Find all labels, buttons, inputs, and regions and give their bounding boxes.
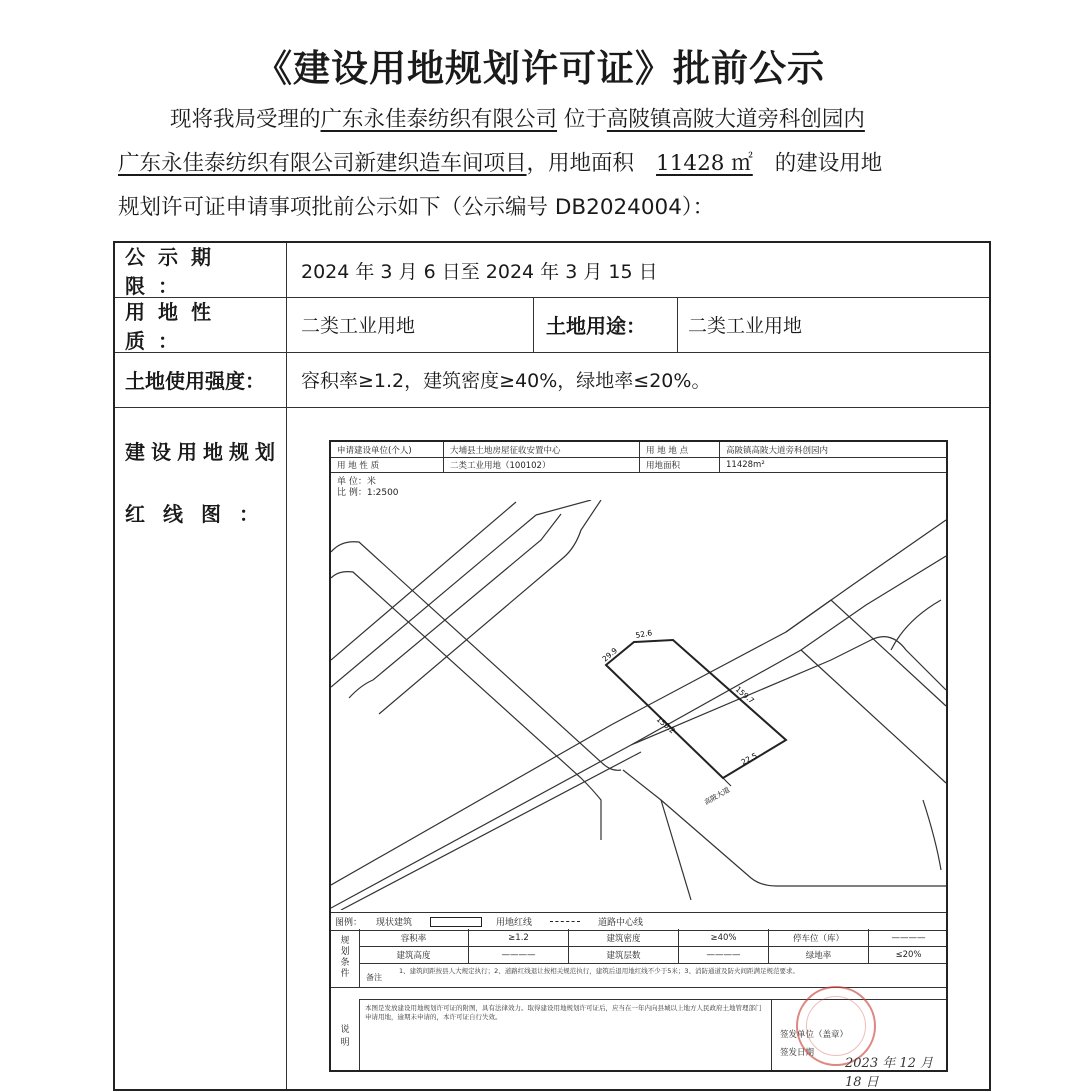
dim-label: 150.2 (654, 714, 677, 736)
parking-label: 停车位（库） (769, 929, 869, 946)
plan-header-row-1 (331, 442, 946, 458)
applicant-label: 申请建设单位(个人) (331, 442, 444, 457)
intensity-label: 土地使用强度： (115, 352, 287, 407)
nature-label-small: 用 地 性 质 (331, 457, 444, 472)
floors-label: 建筑层数 (569, 946, 679, 963)
cond-row-1 (359, 929, 946, 947)
period-label: 公示期限： (115, 243, 287, 297)
density-value: ≥40% (679, 929, 769, 946)
notes-side-char: 明 (340, 1038, 350, 1048)
legend-title: 图例： (335, 918, 363, 928)
redline-label (115, 407, 287, 1089)
issuer-label: 签发单位（盖章） (780, 1030, 849, 1040)
notes-section (331, 1000, 946, 1090)
centerline-swatch (550, 921, 580, 922)
use-label: 土地用途： (533, 297, 678, 352)
dim-label: 29.9 (600, 645, 620, 664)
redline-label-1: 建设用地规划 (125, 440, 281, 464)
parking-value: ———— (891, 932, 926, 943)
cond-side-char: 条 (340, 958, 350, 968)
nature-value-small: 二类工业用地（100102） (444, 457, 640, 472)
row-intensity (115, 352, 989, 408)
project-name: 广东永佳泰纺织有限公司新建织造车间项目 (118, 151, 527, 176)
cond-side-char: 件 (340, 969, 350, 979)
far-label: 容积率 (359, 929, 469, 946)
area-value: 11428 ㎡ (656, 151, 753, 176)
notes-side-label (331, 1000, 360, 1070)
cond-row-2 (359, 946, 946, 964)
row-nature (115, 297, 989, 353)
nature-label: 用地性质： (115, 297, 287, 352)
company-name: 广东永佳泰纺织有限公司 (320, 107, 558, 132)
location-label: 用 地 地 点 (640, 442, 720, 457)
height-value: ———— (469, 946, 569, 963)
intensity-value: 容积率≥1.2，建筑密度≥40%，绿地率≤20%。 (301, 370, 711, 392)
intro-mid-2: ，用地面积 (526, 151, 635, 176)
cond-side-char: 划 (340, 947, 350, 957)
legend-redline: 用地红线 (496, 918, 533, 928)
density-label: 建筑密度 (569, 929, 679, 946)
green-value: ≤20% (895, 949, 922, 960)
date-label: 签发日期 (780, 1048, 815, 1058)
location-value: 高陂镇高陂大道旁科创园内 (726, 445, 829, 456)
intro-line-3: 规划许可证申请事项批前公示如下（公示编号 DB2024004）： (118, 195, 715, 220)
green-label: 绿地率 (769, 946, 869, 963)
site-map (331, 500, 946, 910)
intro-pre: 现将我局受理的 (170, 107, 321, 132)
cond-side-char: 规 (340, 936, 350, 946)
notes-text: 本图是发放建设用地规划许可证的附图，具有法律效力。取得建设用地规划许可证后，应当在一年内向县城以上地方人民政府土地管理部门申请用地，逾期未申请的，本许可证自行失效。 (365, 1004, 762, 1021)
nature-value: 二类工业用地 (301, 315, 416, 337)
location-text: 高陂镇高陂大道旁科创园内 (606, 107, 865, 132)
dim-label: 159.7 (733, 684, 756, 706)
area-value-small: 11428m² (726, 459, 765, 470)
height-label: 建筑高度 (359, 946, 469, 963)
far-value: ≥1.2 (469, 929, 569, 946)
dim-label: 52.6 (634, 628, 653, 640)
floors-value: ———— (679, 946, 769, 963)
plan-header-row-2 (331, 457, 946, 473)
redline-swatch (430, 917, 482, 927)
dim-label: 22.5 (739, 750, 759, 767)
area-label-small: 用地面积 (640, 457, 720, 472)
remarks-label: 备注 (366, 973, 382, 982)
applicant-value: 大埔县土地房屋征收安置中心 (444, 442, 640, 457)
intro-mid: 位于 (557, 107, 607, 132)
remarks-text: 1、建筑间距按县人大规定执行；2、道路红线退让按相关规范执行，建筑后退用地红线不少于5米；3、消防通道及防火间距满足规范要求。 (359, 965, 946, 1000)
intro-line-2 (118, 142, 998, 186)
legend-existing: 现状建筑 (376, 918, 413, 928)
period-value: 2024 年 3 月 6 日至 2024 年 3 月 15 日 (301, 260, 658, 283)
conditions-side-label (331, 929, 360, 987)
redline-label-2: 红线图： (125, 502, 277, 526)
unit-text: 单 位：米 (337, 477, 376, 487)
intro-line-1 (170, 98, 1050, 142)
page-title: 《建设用地规划许可证》批前公示 (255, 47, 825, 90)
handwritten-date: 2023 年 12 月 18 日 (845, 1056, 934, 1090)
road-name-label: 高陂大道 (703, 785, 732, 807)
legend-centerline: 道路中心线 (598, 918, 644, 928)
scale-text: 比 例：1:2500 (337, 488, 399, 498)
intro-post: 的建设用地 (774, 151, 883, 176)
notes-side-char: 说 (340, 1025, 350, 1035)
row-period (115, 243, 989, 298)
redline-plan-drawing (329, 440, 948, 1090)
use-value: 二类工业用地 (688, 315, 803, 337)
